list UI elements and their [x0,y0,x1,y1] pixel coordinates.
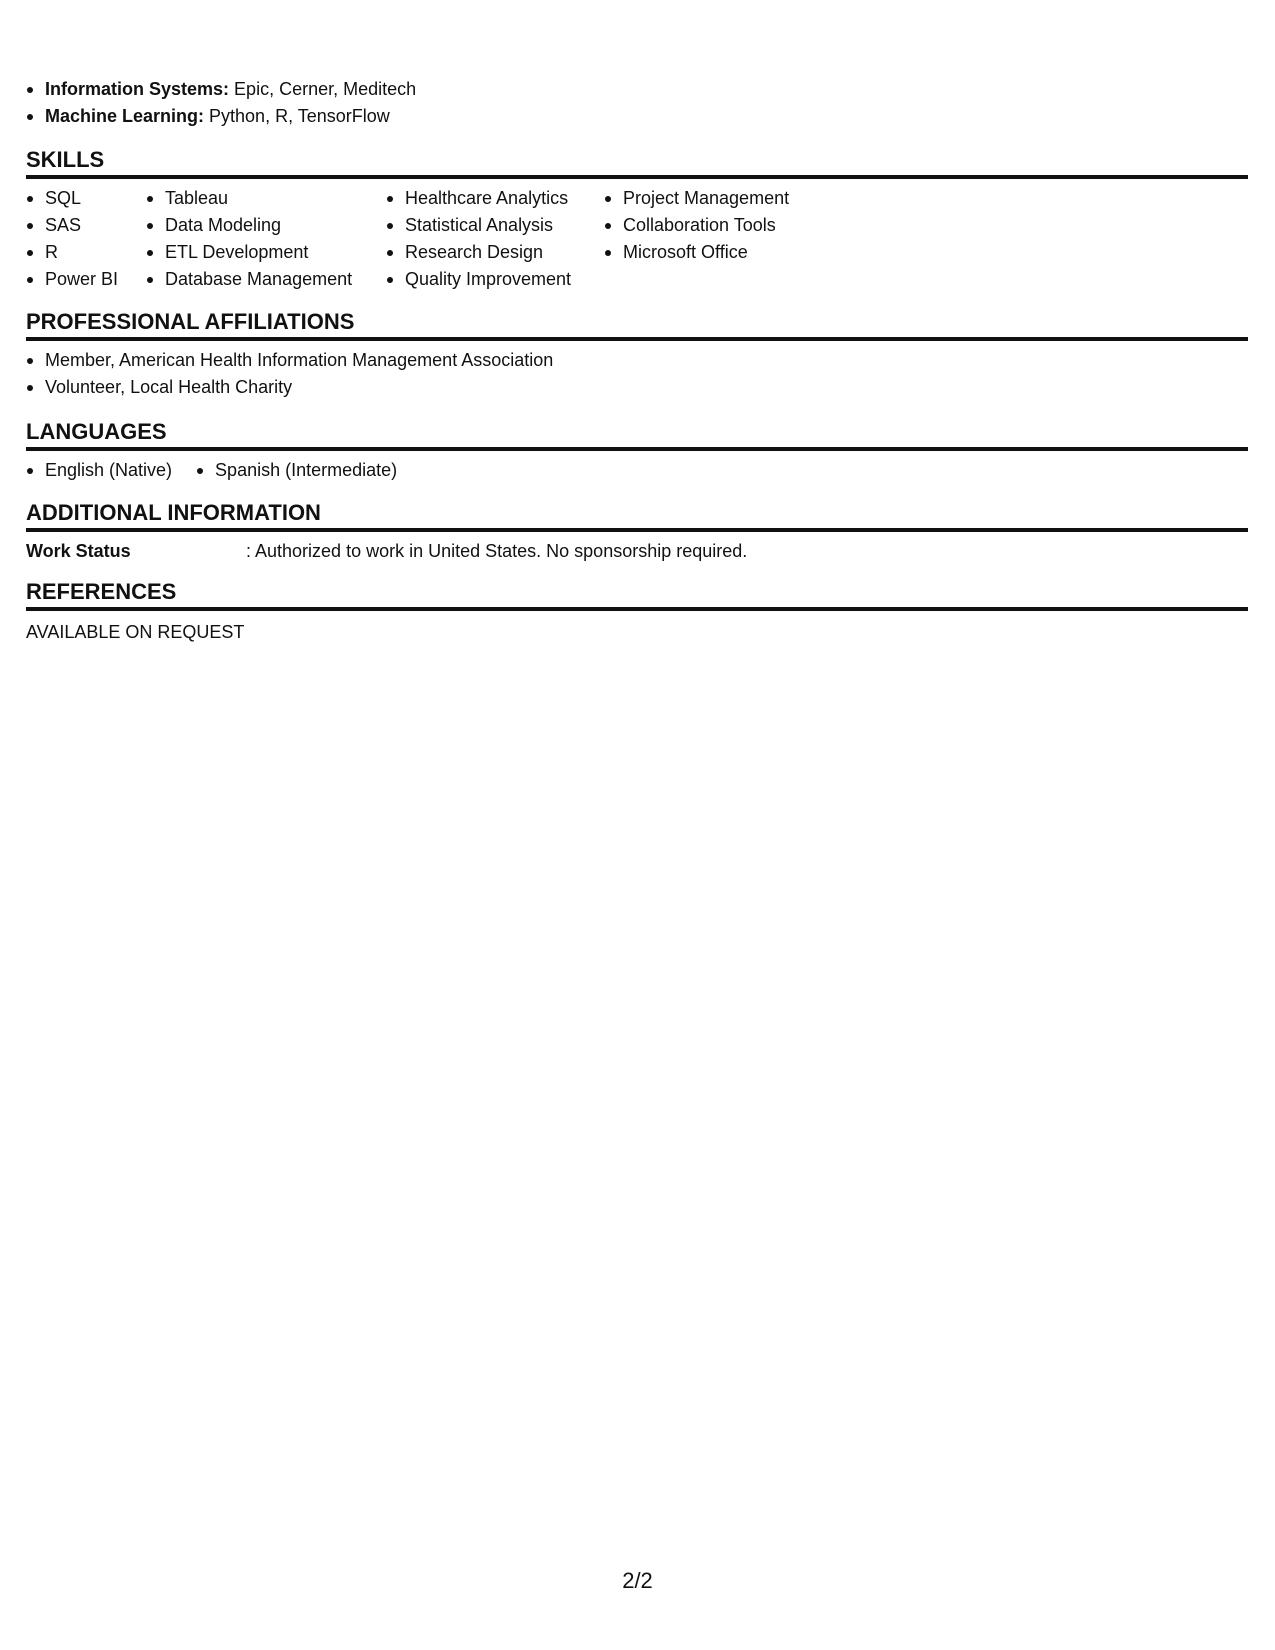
skills-column-2 [146,185,386,293]
skills-heading: SKILLS [26,147,1248,179]
additional-info-heading: ADDITIONAL INFORMATION [26,500,1248,532]
tech-item-label: Information Systems: [45,79,230,99]
references-heading: REFERENCES [26,579,1248,611]
affiliation-item: Volunteer, Local Health Charity [26,374,1248,401]
skill-item: Data Modeling [146,212,386,239]
skill-item: SQL [26,185,146,212]
skill-item: Power BI [26,266,146,293]
skills-column-1 [26,185,146,293]
skill-item: Statistical Analysis [386,212,604,239]
work-status-label: Work Status [26,541,131,561]
tech-item-label: Machine Learning: [45,106,205,126]
affiliations-list [26,347,1248,401]
skill-item: Research Design [386,239,604,266]
skill-item: R [26,239,146,266]
tech-item-machine-learning [26,103,1248,130]
skill-item: Tableau [146,185,386,212]
skill-item: ETL Development [146,239,386,266]
affiliation-item: Member, American Health Information Management Association [26,347,1248,374]
skill-item: Microsoft Office [604,239,824,266]
tech-item-value: Python, R, TensorFlow [204,106,390,126]
page-number: 2/2 [622,1568,653,1593]
affiliations-heading: PROFESSIONAL AFFILIATIONS [26,309,1248,341]
skill-item: Healthcare Analytics [386,185,604,212]
resume-page-2 [26,76,1248,646]
technical-skills-list [26,76,1248,130]
skill-item: Project Management [604,185,824,212]
skill-item: Quality Improvement [386,266,604,293]
tech-item-value: Epic, Cerner, Meditech [229,79,417,99]
languages-list [26,457,1248,484]
language-item: Spanish (Intermediate) [196,457,397,484]
skills-grid [26,185,1248,293]
work-status-row [26,538,1248,565]
tech-item-information-systems [26,76,1248,103]
skill-item: SAS [26,212,146,239]
language-item: English (Native) [26,457,172,484]
skill-item: Collaboration Tools [604,212,824,239]
skill-item: Database Management [146,266,386,293]
references-text: AVAILABLE ON REQUEST [26,622,245,642]
languages-heading: LANGUAGES [26,419,1248,451]
skills-column-4 [604,185,824,293]
work-status-value: : Authorized to work in United States. No sponsorship required. [246,541,748,561]
skills-column-3 [386,185,604,293]
